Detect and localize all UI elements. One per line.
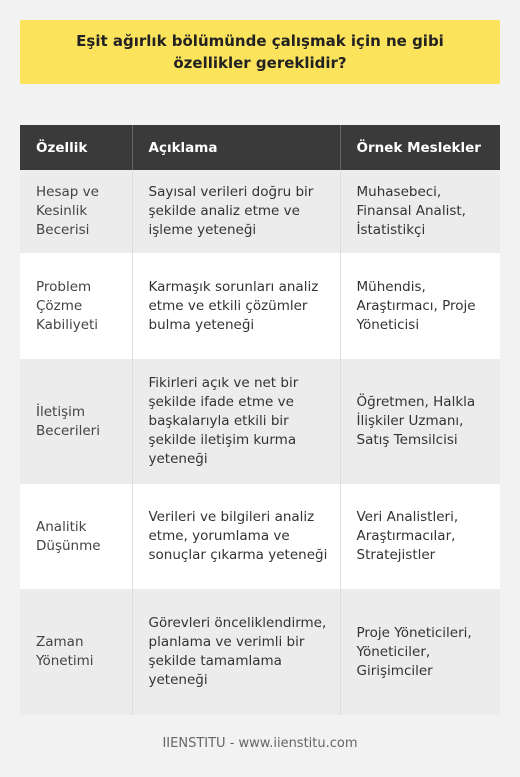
examples-cell: Proje Yöneticileri, Yöneticiler, Girişimciler [340, 589, 500, 715]
examples-cell: Öğretmen, Halkla İlişkiler Uzmanı, Satış Temsilcisi [340, 359, 500, 484]
feature-cell: Analitik Düşünme [20, 484, 132, 589]
table-row [20, 170, 500, 253]
feature-cell: Zaman Yönetimi [20, 589, 132, 715]
column-header-description: Açıklama [132, 125, 340, 170]
examples-cell: Muhasebeci, Finansal Analist, İstatistikçi [340, 170, 500, 253]
table-row [20, 484, 500, 589]
feature-cell: İletişim Becerileri [20, 359, 132, 484]
title-banner [20, 20, 500, 84]
examples-cell: Veri Analistleri, Araştırmacılar, Stratejistler [340, 484, 500, 589]
examples-cell: Mühendis, Araştırmacı, Proje Yöneticisi [340, 253, 500, 359]
feature-cell: Hesap ve Kesinlik Becerisi [20, 170, 132, 253]
column-header-examples: Örnek Meslekler [340, 125, 500, 170]
description-cell: Karmaşık sorunları analiz etme ve etkili çözümler bulma yeteneği [132, 253, 340, 359]
table-row [20, 253, 500, 359]
page-title: Eşit ağırlık bölümünde çalışmak için ne gibi özellikler gereklidir? [76, 32, 444, 72]
features-table [20, 125, 500, 715]
feature-cell: Problem Çözme Kabiliyeti [20, 253, 132, 359]
column-header-feature: Özellik [20, 125, 132, 170]
table-row [20, 589, 500, 715]
description-cell: Sayısal verileri doğru bir şekilde analiz etme ve işleme yeteneği [132, 170, 340, 253]
description-cell: Fikirleri açık ve net bir şekilde ifade etme ve başkalarıyla etkili bir şekilde iletişim kurma yeteneği [132, 359, 340, 484]
table-header-row [20, 125, 500, 170]
footer-credit: IIENSTITU - www.iienstitu.com [162, 736, 358, 751]
description-cell: Görevleri önceliklendirme, planlama ve verimli bir şekilde tamamlama yeteneği [132, 589, 340, 715]
description-cell: Verileri ve bilgileri analiz etme, yorumlama ve sonuçlar çıkarma yeteneği [132, 484, 340, 589]
table-row [20, 359, 500, 484]
